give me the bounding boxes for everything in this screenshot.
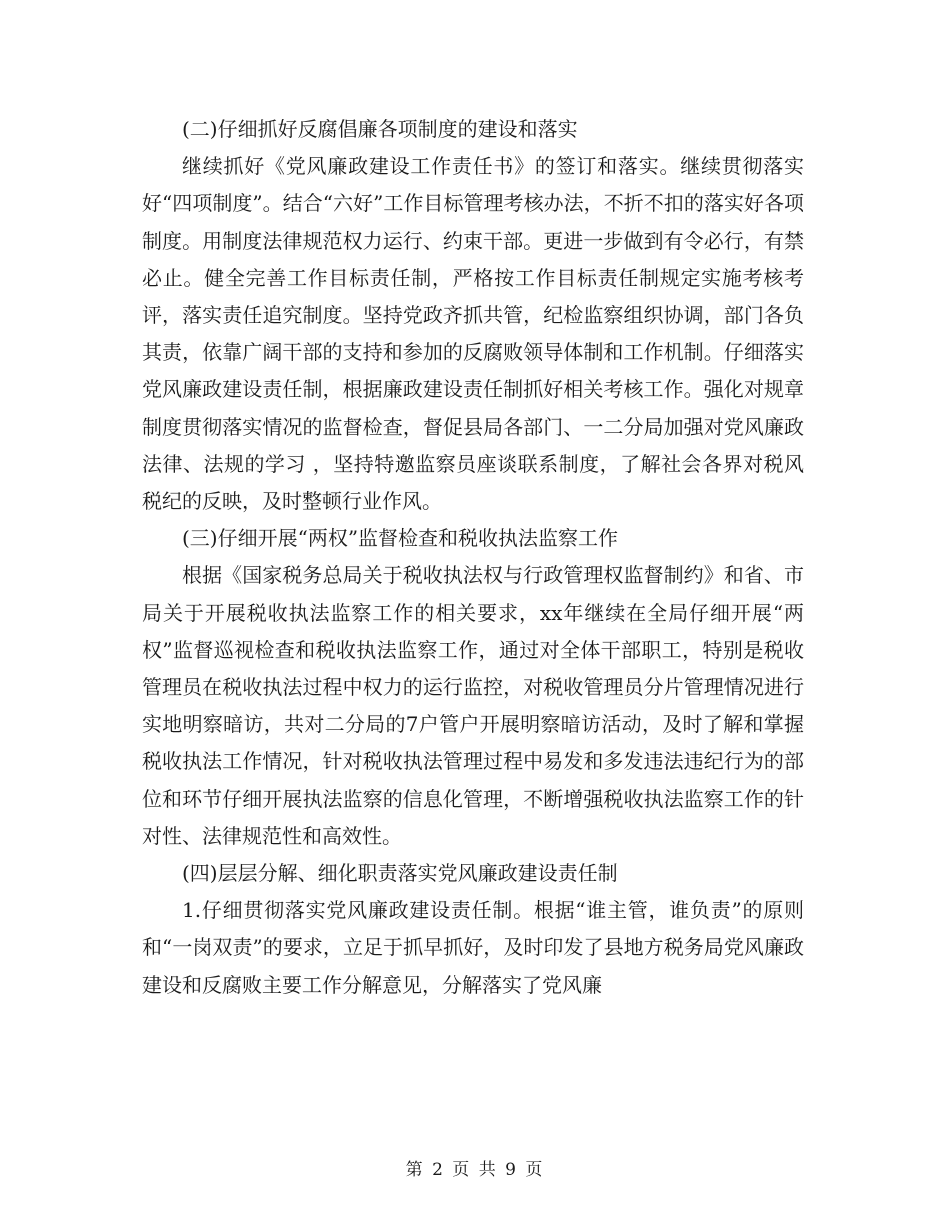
section-heading-2: (二)仔细抓好反腐倡廉各项制度的建设和落实 (182, 117, 578, 141)
page-number-footer: 第 2 页 共 9 页 (405, 1160, 545, 1180)
section-heading-4: (四)层层分解、细化职责落实党风廉政建设责任制 (182, 861, 618, 886)
section-paragraph-2: 继续抓好《党风廉政建设工作责任书》的签订和落实。继续贯彻落实好“四项制度”。结合“六好”工作目标管理考核办法，不折不扣的落实好各项制度。用制度法律规范权力运行、约束干部。更进一步做到有令必行，有禁必止。健全完善工作目标责任制，严格按工作目标责任制规定实施考核考评，落实责任追究制度。坚持党政齐抓共管，纪检监察组织协调，部门各负其责，依靠广阔干部的支持和参加的反腐败领导体制和工作机制。仔细落实党风廉政建设责任制，根据廉政建设责任制抓好相关考核工作。强化对规章制度贯彻落实情况的监督检查，督促县局各部门、一二分局加强对党风廉政法律、法规的学习 ，坚持特邀监察员座谈联系制度，了解社会各界对税风税纪的反映，及时整顿行业作风。 (142, 154, 804, 514)
document-body (142, 111, 804, 1004)
section-heading-3: (三)仔细开展“两权”监督检查和税收执法监察工作 (182, 526, 619, 551)
section-paragraph-3: 根据《国家税务总局关于税收执法权与行政管理权监督制约》和省、市局关于开展税收执法监察工作的相关要求，xx年继续在全局仔细开展“两权”监督巡视检查和税收执法监察工作，通过对全体干部职工，特别是税收管理员在税收执法过程中权力的运行监控，对税收管理员分片管理情况进行实地明察暗访，共对二分局的7户管户开展明察暗访活动，及时了解和掌握税收执法工作情况，针对税收执法管理过程中易发和多发违法违纪行为的部位和环节仔细开展执法监察的信息化管理，不断增强税收执法监察工作的针对性、法律规范性和高效性。 (142, 563, 804, 848)
section-paragraph-4: 1.仔细贯彻落实党风廉政建设责任制。根据“谁主管，谁负责”的原则和“一岗双责”的要求，立足于抓早抓好，及时印发了县地方税务局党风廉政建设和反腐败主要工作分解意见，分解落实了党风廉 (142, 898, 804, 997)
